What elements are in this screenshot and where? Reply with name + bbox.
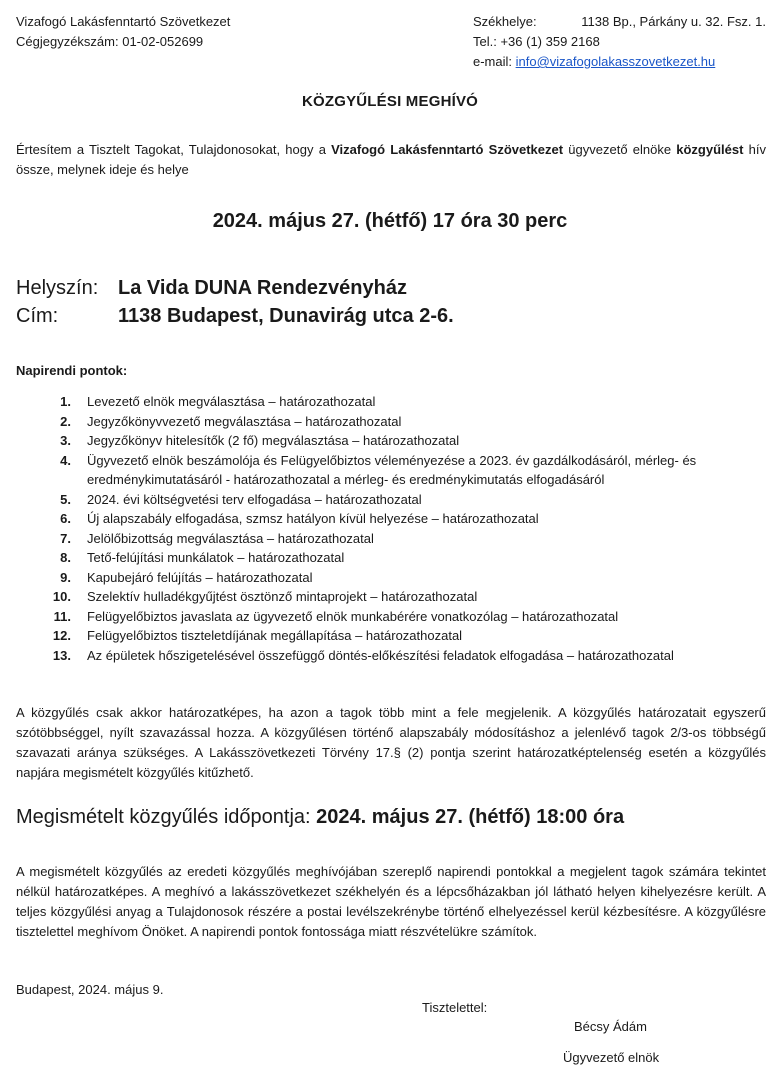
agenda-item	[16, 451, 768, 490]
header-right	[473, 12, 766, 72]
agenda-item-number: 11.	[53, 608, 71, 624]
email-label: e-mail:	[473, 54, 516, 69]
agenda-item-number: 2.	[60, 413, 71, 429]
intro-part1: Értesítem a Tisztelt Tagokat, Tulajdonosokat, hogy a	[16, 142, 332, 157]
intro-meeting: közgyűlést	[676, 142, 744, 157]
venue-block	[16, 274, 454, 330]
agenda-item-number: 10.	[52, 589, 71, 604]
intro-part2: ügyvezető elnöke	[563, 142, 677, 157]
agenda-item-text: Az épületek hőszigetelésével összefüggő döntés-előkészítési feladatok elfogadása – határozathozatal	[87, 647, 674, 663]
venue-address-row	[16, 302, 454, 330]
agenda-item-number: 4.	[60, 452, 71, 468]
agenda-item	[16, 490, 768, 510]
meeting-datetime: 2024. május 27. (hétfő) 17 óra 30 perc	[212, 210, 568, 232]
agenda-item-number: 13.	[52, 647, 71, 663]
agenda-item-number: 8.	[60, 550, 71, 565]
venue-place-value: La Vida DUNA Rendezvényház	[118, 277, 407, 299]
agenda-item-text: Szelektív hulladékgyűjtést ösztönző mintaprojekt – határozathozatal	[87, 589, 478, 604]
venue-address-value: 1138 Budapest, Dunavirág utca 2-6.	[118, 305, 454, 327]
agenda-item	[16, 568, 768, 588]
intro-paragraph	[16, 140, 766, 180]
registration-number: Cégjegyzékszám: 01-02-052699	[16, 34, 204, 49]
repeat-label: Megismételt közgyűlés időpontja:	[16, 806, 317, 828]
place-date: Budapest, 2024. május 9.	[16, 982, 164, 997]
header-left	[16, 12, 230, 52]
agenda-item	[16, 646, 768, 666]
agenda-item	[16, 412, 768, 432]
agenda-item-number: 7.	[60, 530, 71, 546]
agenda-item-text: Jelölőbizottság megválasztása – határozathozatal	[87, 530, 374, 546]
venue-address-label: Cím:	[16, 305, 59, 327]
agenda-list	[16, 392, 768, 665]
signer-role: Ügyvezető elnök	[563, 1050, 660, 1065]
agenda-heading: Napirendi pontok:	[16, 363, 128, 378]
agenda-item-number: 9.	[60, 569, 71, 585]
agenda-item-text: Tető-felújítási munkálatok – határozathozatal	[87, 550, 345, 565]
agenda-item	[16, 392, 768, 412]
phone: Tel.: +36 (1) 359 2168	[473, 34, 600, 49]
seat-line	[473, 12, 766, 32]
intro-part3: hív össze, melynek ideje és helye	[16, 142, 766, 177]
seat-value: 1138 Bp., Párkány u. 32. Fsz. 1.	[581, 14, 766, 29]
document-title: KÖZGYŰLÉSI MEGHÍVÓ	[301, 93, 479, 110]
agenda-item-number: 6.	[60, 511, 71, 526]
agenda-item-text: 2024. évi költségvetési terv elfogadása – határozathozatal	[87, 491, 422, 507]
agenda-item	[16, 548, 768, 568]
agenda-item-text: Ügyvezető elnök beszámolója és Felügyelőbiztos véleményezése a 2023. év gazdálkodásáról, mérleg- és eredménykimutatásáról - határozathozatal a mérleg- és eredménykimutatás elfogadásáról	[87, 452, 697, 487]
agenda-item-text: Felügyelőbiztos tiszteletdíjának megállapítása – határozathozatal	[87, 628, 463, 643]
agenda-item-text: Jegyzőkönyv hitelesítők (2 fő) megválasztása – határozathozatal	[87, 433, 460, 448]
repeat-datetime: 2024. május 27. (hétfő) 18:00 óra	[316, 806, 625, 828]
quorum-paragraph: A közgyűlés csak akkor határozatképes, ha azon a tagok több mint a fele megjelenik. A közgyűlés határozatait egyszerű szótöbbséggel, nyílt szavazással hozza. A közgyűlésen történő alapszabály módosításhoz a jelenlévő tagok 2/3-os többségű szavazati aránya szükséges. A Lakásszövetkezeti Törvény 17.§ (2) pontja szerint határozatképtelenség esetén a közgyűlés napjára megismételt közgyűlés kitűzhető.	[16, 705, 766, 780]
agenda-item-text: Felügyelőbiztos javaslata az ügyvezető elnök munkabérére vonatkozólag – határozathozatal	[87, 608, 619, 624]
repeat-paragraph: A megismételt közgyűlés az eredeti közgyűlés meghívójában szereplő napirendi pontokkal a megjelent tagok számára tekintet nélkül határozatképes. A meghívó a lakásszövetkezet székhelyén és a lépcsőházakban jól látható helyen kihelyezésre került. A teljes közgyűlési anyag a Tulajdonosok részére a postai levélszekrénybe történő elhelyezéssel kerül kézbesítésre. A közgyűlésre tisztelettel meghívom Önöket. A napirendi pontok fontossága miatt részvételükre számítok.	[16, 864, 766, 939]
agenda-item-number: 12.	[52, 628, 71, 643]
agenda-item	[16, 431, 768, 451]
agenda-item	[16, 626, 768, 646]
venue-place-label: Helyszín:	[16, 277, 99, 299]
agenda-item-number: 5.	[60, 491, 71, 507]
intro-org: Vizafogó Lakásfenntartó Szövetkezet	[331, 142, 564, 157]
email-line	[473, 52, 766, 72]
agenda-item-text: Kapubejáró felújítás – határozathozatal	[87, 569, 313, 585]
agenda-item	[16, 529, 768, 549]
email-link[interactable]: info@vizafogolakasszovetkezet.hu	[515, 54, 716, 69]
agenda-item	[16, 587, 768, 607]
agenda-item	[16, 509, 768, 529]
agenda-item-number: 3.	[60, 433, 71, 448]
agenda-item-text: Levezető elnök megválasztása – határozathozatal	[87, 394, 376, 409]
org-name: Vizafogó Lakásfenntartó Szövetkezet	[16, 14, 231, 29]
agenda-item-text: Jegyzőkönyvvezető megválasztása – határozathozatal	[87, 413, 402, 429]
signer-name: Bécsy Ádám	[574, 1019, 647, 1034]
venue-place-row	[16, 274, 454, 302]
repeat-meeting-line	[16, 806, 624, 829]
agenda-item-number: 1.	[60, 394, 71, 409]
agenda-item-text: Új alapszabály elfogadása, szmsz hatályon kívül helyezése – határozathozatal	[87, 511, 539, 526]
agenda-item	[16, 607, 768, 627]
seat-label: Székhelye:	[473, 14, 537, 29]
regards: Tisztelettel:	[422, 1000, 488, 1015]
